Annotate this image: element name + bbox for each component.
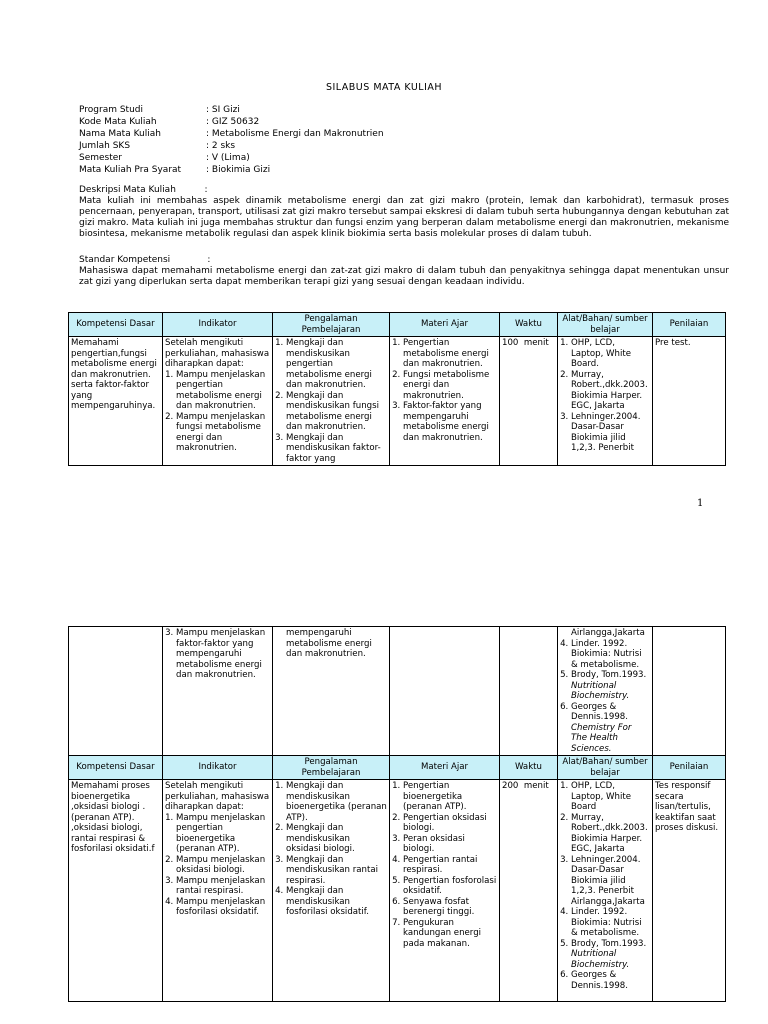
info-row	[79, 128, 384, 140]
kompetensi-cell: Memahami pengertian,fungsi metabolisme energi dan makronutrien. serta faktor-faktor yang mempengaruhinya.	[69, 337, 163, 466]
list-item: 3. Mengkaji dan mendiskusikan rantai respirasi.	[286, 855, 387, 887]
list-item: 2. Murray, Robert.,dkk.2003. Biokimia Harper. EGC, Jakarta	[571, 813, 650, 855]
ref-text: Georges & Dennis.1998.	[571, 701, 628, 722]
info-label: Semester	[79, 153, 123, 163]
table-row	[69, 627, 726, 756]
header-waktu: Waktu	[500, 756, 558, 780]
materi-list	[392, 781, 497, 949]
waktu-cell: 200 menit	[500, 780, 558, 1002]
list-item: 3. Mampu menjelaskan faktor-faktor yang mempengaruhi metabolisme energi dan makronutrien.	[176, 628, 270, 681]
ref-italic: Nutritional Biochemistry.	[571, 680, 630, 701]
info-value: : GIZ 50632	[206, 117, 260, 127]
ref-text: Brody, Tom.1993.	[571, 670, 647, 680]
pengalaman-list	[275, 338, 387, 464]
pengalaman-cell	[273, 627, 390, 756]
list-item: 1. Pengertian metabolisme energi dan makronutrien.	[403, 338, 497, 370]
info-label: Mata Kuliah Pra Syarat	[79, 165, 182, 175]
alat-cell	[558, 337, 653, 466]
indikator-list	[165, 628, 270, 681]
list-item: 6. Senyawa fosfat berenergi tinggi.	[403, 897, 497, 918]
header-indikator: Indikator	[163, 756, 273, 780]
info-label: Nama Mata Kuliah	[79, 129, 161, 139]
penilaian-cell: Tes responsif secara lisan/tertulis, keaktifan saat proses diskusi.	[653, 780, 726, 1002]
materi-cell	[390, 780, 500, 1002]
list-item: 2. Murray, Robert.,dkk.2003. Biokimia Harper. EGC, Jakarta	[571, 370, 650, 412]
info-value: : Biokimia Gizi	[206, 165, 271, 175]
indikator-intro: Setelah mengikuti perkuliahan, mahasiswa diharapkan dapat:	[165, 338, 270, 369]
alat-list	[560, 338, 650, 454]
list-item: 4. Pengertian rantai respirasi.	[403, 855, 497, 876]
standar-text: Mahasiswa dapat memahami metabolisme energi dan zat-zat gizi makro di dalam tubuh dan penyakitnya sehingga dapat menentukan unsur zat gizi yang diperlukan serta dapat memberikan terapi gizi yang sesuai dengan keadaan individu.	[79, 266, 729, 287]
info-value: : Metabolisme Energi dan Makronutrien	[206, 129, 384, 139]
header-indikator: Indikator	[163, 313, 273, 337]
list-item: 4. Linder. 1992. Biokimia: Nutrisi & metabolisme.	[571, 907, 650, 939]
header-pengalaman: Pengalaman Pembelajaran	[273, 313, 390, 337]
list-item: 4. Mengkaji dan mendiskusikan fosforilasi oksidatif.	[286, 886, 387, 918]
header-penilaian: Penilaian	[653, 756, 726, 780]
alat-continued: Airlangga,Jakarta	[571, 628, 645, 638]
syllabus-table-2	[68, 626, 726, 1002]
deskripsi-text: Mata kuliah ini membahas aspek dinamik metabolisme energi dan zat gizi makro (protein, lemak dan karbohidrat), termasuk proses pencernaan, penyerapan, transport, utilisasi zat gizi makro tersebut sampai ekskresi di dalam tubuh serta hubungannya dengan kebutuhan zat gizi makro. Mata kuliah ini juga membahas struktur dan fungsi enzim yang berperan dalam metabolisme energi dan makronutrien, mekanisme biosintesa, mekanisme metabolik regulasi dan aspek klinik biokimia serta basis molekular proses di dalam tubuh.	[79, 196, 729, 239]
list-item: 2. Mampu menjelaskan fungsi metabolisme energi dan makronutrien.	[176, 412, 270, 454]
list-item: 1. Mampu menjelaskan pengertian metabolisme energi dan makronutrien.	[176, 370, 270, 412]
list-item: 5. Pengertian fosforolasi oksidatif.	[403, 876, 497, 897]
indikator-intro: Setelah mengikuti perkuliahan, mahasiswa diharapkan dapat:	[165, 781, 270, 812]
list-item: 1. Mengkaji dan mendiskusikan pengertian metabolisme energi dan makronutrien.	[286, 338, 387, 391]
ref-italic: Nutritional Biochemistry.	[571, 949, 630, 970]
list-item	[571, 939, 650, 971]
table-row	[69, 337, 726, 466]
course-info	[79, 104, 384, 176]
indikator-list	[165, 813, 270, 918]
header-materi: Materi Ajar	[390, 313, 500, 337]
pengalaman-continued: mempengaruhi metabolisme energi dan makronutrien.	[286, 628, 372, 659]
kompetensi-cell	[69, 627, 163, 756]
info-value: : 2 sks	[206, 141, 236, 151]
page-title: SILABUS MATA KULIAH	[325, 82, 443, 93]
list-item: 1. Mengkaji dan mendiskusikan bioenergetika (peranan ATP).	[286, 781, 387, 823]
ref-text: Brody, Tom.1993.	[571, 938, 647, 949]
header-row	[69, 756, 726, 780]
alat-list	[560, 639, 650, 755]
standar-heading: Standar Kompetensi :	[79, 255, 211, 265]
header-alat: Alat/Bahan/ sumber belajar	[558, 313, 653, 337]
list-item: 7. Pengukuran kandungan energi pada makanan.	[403, 918, 497, 950]
list-item	[571, 670, 650, 702]
list-item: 2. Mengkaji dan mendiskusikan oksidasi biologi.	[286, 823, 387, 855]
header-pengalaman: Pengalaman Pembelajaran	[273, 756, 390, 780]
list-item: 3. Peran oksidasi biologi.	[403, 834, 497, 855]
list-item: 1. Mampu menjelaskan pengertian bioenergetika (peranan ATP).	[176, 813, 270, 855]
list-item: 4. Linder. 1992. Biokimia: Nutrisi & metabolisme.	[571, 639, 650, 671]
list-item: 3. Mengkaji dan mendiskusikan faktor-faktor yang	[286, 433, 387, 465]
waktu-cell: 100 menit	[500, 337, 558, 466]
header-materi: Materi Ajar	[390, 756, 500, 780]
info-row	[79, 152, 384, 164]
list-item: 2. Mampu menjelaskan oksidasi biologi.	[176, 855, 270, 876]
materi-cell	[390, 337, 500, 466]
deskripsi-heading: Deskripsi Mata Kuliah :	[79, 185, 208, 195]
list-item: 1. OHP, LCD, Laptop, White Board.	[571, 338, 650, 370]
list-item: 3. Lehninger.2004. Dasar-Dasar Biokimia jilid 1,2,3. Penerbit	[571, 412, 650, 454]
header-waktu: Waktu	[500, 313, 558, 337]
list-item	[571, 702, 650, 755]
list-item: 4. Mampu menjelaskan fosforilasi oksidatif.	[176, 897, 270, 918]
list-item: 3. Mampu menjelaskan rantai respirasi.	[176, 876, 270, 897]
info-row	[79, 140, 384, 152]
info-value: : SI Gizi	[206, 105, 240, 115]
list-item: 2. Fungsi metabolisme energi dan makronutrien.	[403, 370, 497, 402]
info-row	[79, 164, 384, 176]
info-row	[79, 116, 384, 128]
list-item: 3. Faktor-faktor yang mempengaruhi metabolisme energi dan makronutrien.	[403, 401, 497, 443]
list-item: 1. Pengertian bioenergetika (peranan ATP).	[403, 781, 497, 813]
info-label: Jumlah SKS	[79, 141, 131, 151]
alat-cell	[558, 627, 653, 756]
pengalaman-cell	[273, 337, 390, 466]
list-item: 3. Lehninger.2004. Dasar-Dasar Biokimia jilid 1,2,3. Penerbit Airlangga,Jakarta	[571, 855, 650, 908]
alat-cell	[558, 780, 653, 1002]
syllabus-table-1	[68, 312, 726, 466]
header-penilaian: Penilaian	[653, 313, 726, 337]
materi-cell	[390, 627, 500, 756]
indikator-list	[165, 370, 270, 454]
list-item: 2. Pengertian oksidasi biologi.	[403, 813, 497, 834]
header-kompetensi: Kompetensi Dasar	[69, 313, 163, 337]
header-row	[69, 313, 726, 337]
indikator-cell	[163, 337, 273, 466]
info-value: : V (Lima)	[206, 153, 250, 163]
indikator-cell	[163, 780, 273, 1002]
list-item: 2. Mengkaji dan mendiskusikan fungsi metabolisme energi dan makronutrien.	[286, 391, 387, 433]
list-item: 1. OHP, LCD, Laptop, White Board	[571, 781, 650, 813]
penilaian-cell: Pre test.	[653, 337, 726, 466]
header-kompetensi: Kompetensi Dasar	[69, 756, 163, 780]
kompetensi-cell: Memahami proses bioenergetika ,oksidasi biologi . (peranan ATP). ,oksidasi biologi, rantai respirasi & fosforilasi oksidati.f	[69, 780, 163, 1002]
penilaian-cell	[653, 627, 726, 756]
info-label: Kode Mata Kuliah	[79, 117, 157, 127]
ref-italic: Chemistry For The Health Sciences.	[571, 722, 632, 754]
indikator-cell	[163, 627, 273, 756]
pengalaman-list	[275, 781, 387, 918]
list-item: 6. Georges & Dennis.1998.	[571, 970, 650, 991]
waktu-cell	[500, 627, 558, 756]
info-label: Program Studi	[79, 105, 143, 115]
header-alat: Alat/Bahan/ sumber belajar	[558, 756, 653, 780]
info-row	[79, 104, 384, 116]
pengalaman-cell	[273, 780, 390, 1002]
alat-list	[560, 781, 650, 991]
table-row	[69, 780, 726, 1002]
materi-list	[392, 338, 497, 443]
page-number: 1	[697, 498, 704, 509]
